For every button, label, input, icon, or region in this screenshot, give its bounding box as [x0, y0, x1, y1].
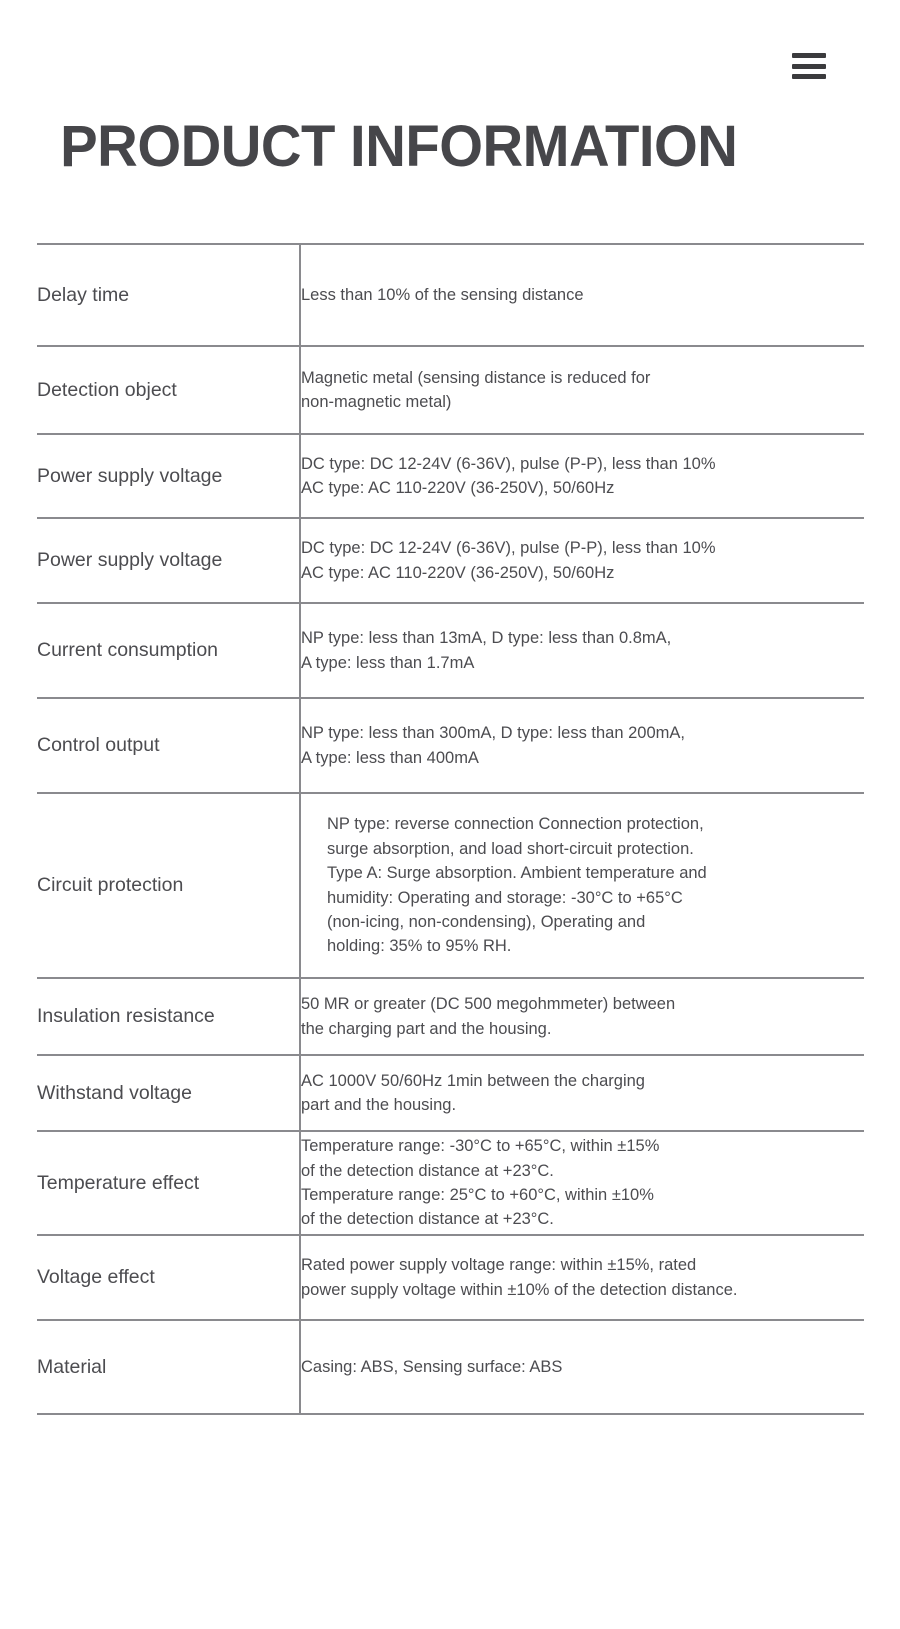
table-row	[37, 1131, 864, 1235]
hamburger-bar-top	[792, 53, 826, 58]
spec-value-cell	[300, 1320, 864, 1414]
spec-value-line: Temperature range: -30°C to +65°C, within ±15%	[301, 1137, 660, 1156]
spec-value-line: NP type: less than 300mA, D type: less than 200mA,	[301, 724, 685, 743]
spec-value-line: Rated power supply voltage range: within ±15%, rated	[301, 1256, 697, 1275]
spec-value-cell	[300, 698, 864, 793]
spec-value-line: the charging part and the housing.	[301, 1019, 552, 1038]
spec-value-cell	[300, 978, 864, 1055]
spec-label-cell: Delay time	[37, 283, 130, 306]
spec-value-line: part and the housing.	[301, 1096, 457, 1114]
spec-value-line: holding: 35% to 95% RH.	[327, 937, 512, 956]
table-row	[37, 698, 864, 793]
spec-value-line: AC 1000V 50/60Hz 1min between the charging	[301, 1071, 645, 1090]
spec-value-cell	[300, 244, 864, 346]
table-row	[37, 1235, 864, 1320]
specification-table-body	[37, 244, 864, 1414]
spec-value-line: A type: less than 1.7mA	[301, 653, 475, 672]
hamburger-menu-icon[interactable]	[792, 53, 826, 79]
page-header	[0, 0, 900, 118]
spec-value-line: NP type: reverse connection Connection protection,	[327, 815, 704, 834]
spec-label-cell: Material	[37, 1355, 107, 1378]
spec-value-line: AC type: AC 110-220V (36-250V), 50/60Hz	[301, 563, 615, 582]
spec-label-cell: Current consumption	[37, 639, 219, 662]
spec-value-cell	[300, 518, 864, 603]
spec-value-line: NP type: less than 13mA, D type: less than 0.8mA,	[301, 629, 672, 648]
spec-value-cell	[300, 1131, 864, 1235]
spec-value-line: A type: less than 400mA	[301, 748, 479, 767]
spec-label-cell: Withstand voltage	[37, 1081, 193, 1104]
table-row	[37, 978, 864, 1055]
spec-label-cell: Circuit protection	[37, 874, 184, 897]
spec-label-cell: Voltage effect	[37, 1266, 155, 1289]
specification-table-container	[0, 243, 900, 1415]
spec-label-cell: Power supply voltage	[37, 549, 223, 572]
spec-value-cell	[300, 1235, 864, 1320]
spec-value-line: of the detection distance at +23°C.	[301, 1161, 554, 1180]
hamburger-bar-middle	[792, 64, 826, 69]
table-row	[37, 244, 864, 346]
spec-value-cell	[300, 346, 864, 434]
table-row	[37, 793, 864, 978]
spec-label-cell: Detection object	[37, 378, 177, 401]
spec-label-cell: Temperature effect	[37, 1171, 200, 1194]
spec-value-line: Casing: ABS, Sensing surface: ABS	[301, 1357, 563, 1376]
table-row	[37, 1055, 864, 1131]
table-row	[37, 434, 864, 518]
spec-label-cell: Insulation resistance	[37, 1005, 215, 1028]
table-row	[37, 1320, 864, 1414]
spec-value-line: Less than 10% of the sensing distance	[301, 285, 584, 304]
spec-label-cell: Control output	[37, 734, 160, 757]
spec-value-cell	[300, 434, 864, 518]
spec-value-line: (non-icing, non-condensing), Operating and	[327, 912, 646, 931]
spec-value-cell	[300, 793, 864, 978]
spec-value-line: humidity: Operating and storage: -30°C to +65°C	[327, 888, 683, 907]
spec-label-cell: Power supply voltage	[37, 464, 223, 487]
spec-value-cell	[300, 603, 864, 698]
spec-value-line: surge absorption, and load short-circuit protection.	[327, 839, 694, 858]
spec-value-line: DC type: DC 12-24V (6-36V), pulse (P-P), less than 10%	[301, 539, 716, 558]
spec-value-line: of the detection distance at +23°C.	[301, 1210, 554, 1229]
table-row	[37, 518, 864, 603]
spec-value-line: power supply voltage within ±10% of the detection distance.	[301, 1280, 738, 1299]
spec-value-line: DC type: DC 12-24V (6-36V), pulse (P-P), less than 10%	[301, 454, 716, 473]
specification-table	[37, 243, 864, 1415]
spec-value-line: Type A: Surge absorption. Ambient temperature and	[327, 864, 707, 883]
table-row	[37, 603, 864, 698]
spec-value-line: AC type: AC 110-220V (36-250V), 50/60Hz	[301, 479, 615, 497]
spec-value-line: 50 MR or greater (DC 500 megohmmeter) between	[301, 995, 676, 1014]
spec-value-line: non-magnetic metal)	[301, 393, 452, 411]
spec-value-line: Magnetic metal (sensing distance is reduced for	[301, 368, 651, 387]
table-row	[37, 346, 864, 434]
spec-value-cell	[300, 1055, 864, 1131]
page-title: PRODUCT INFORMATION	[60, 114, 738, 179]
hamburger-bar-bottom	[792, 74, 826, 79]
spec-value-line: Temperature range: 25°C to +60°C, within ±10%	[301, 1186, 654, 1204]
